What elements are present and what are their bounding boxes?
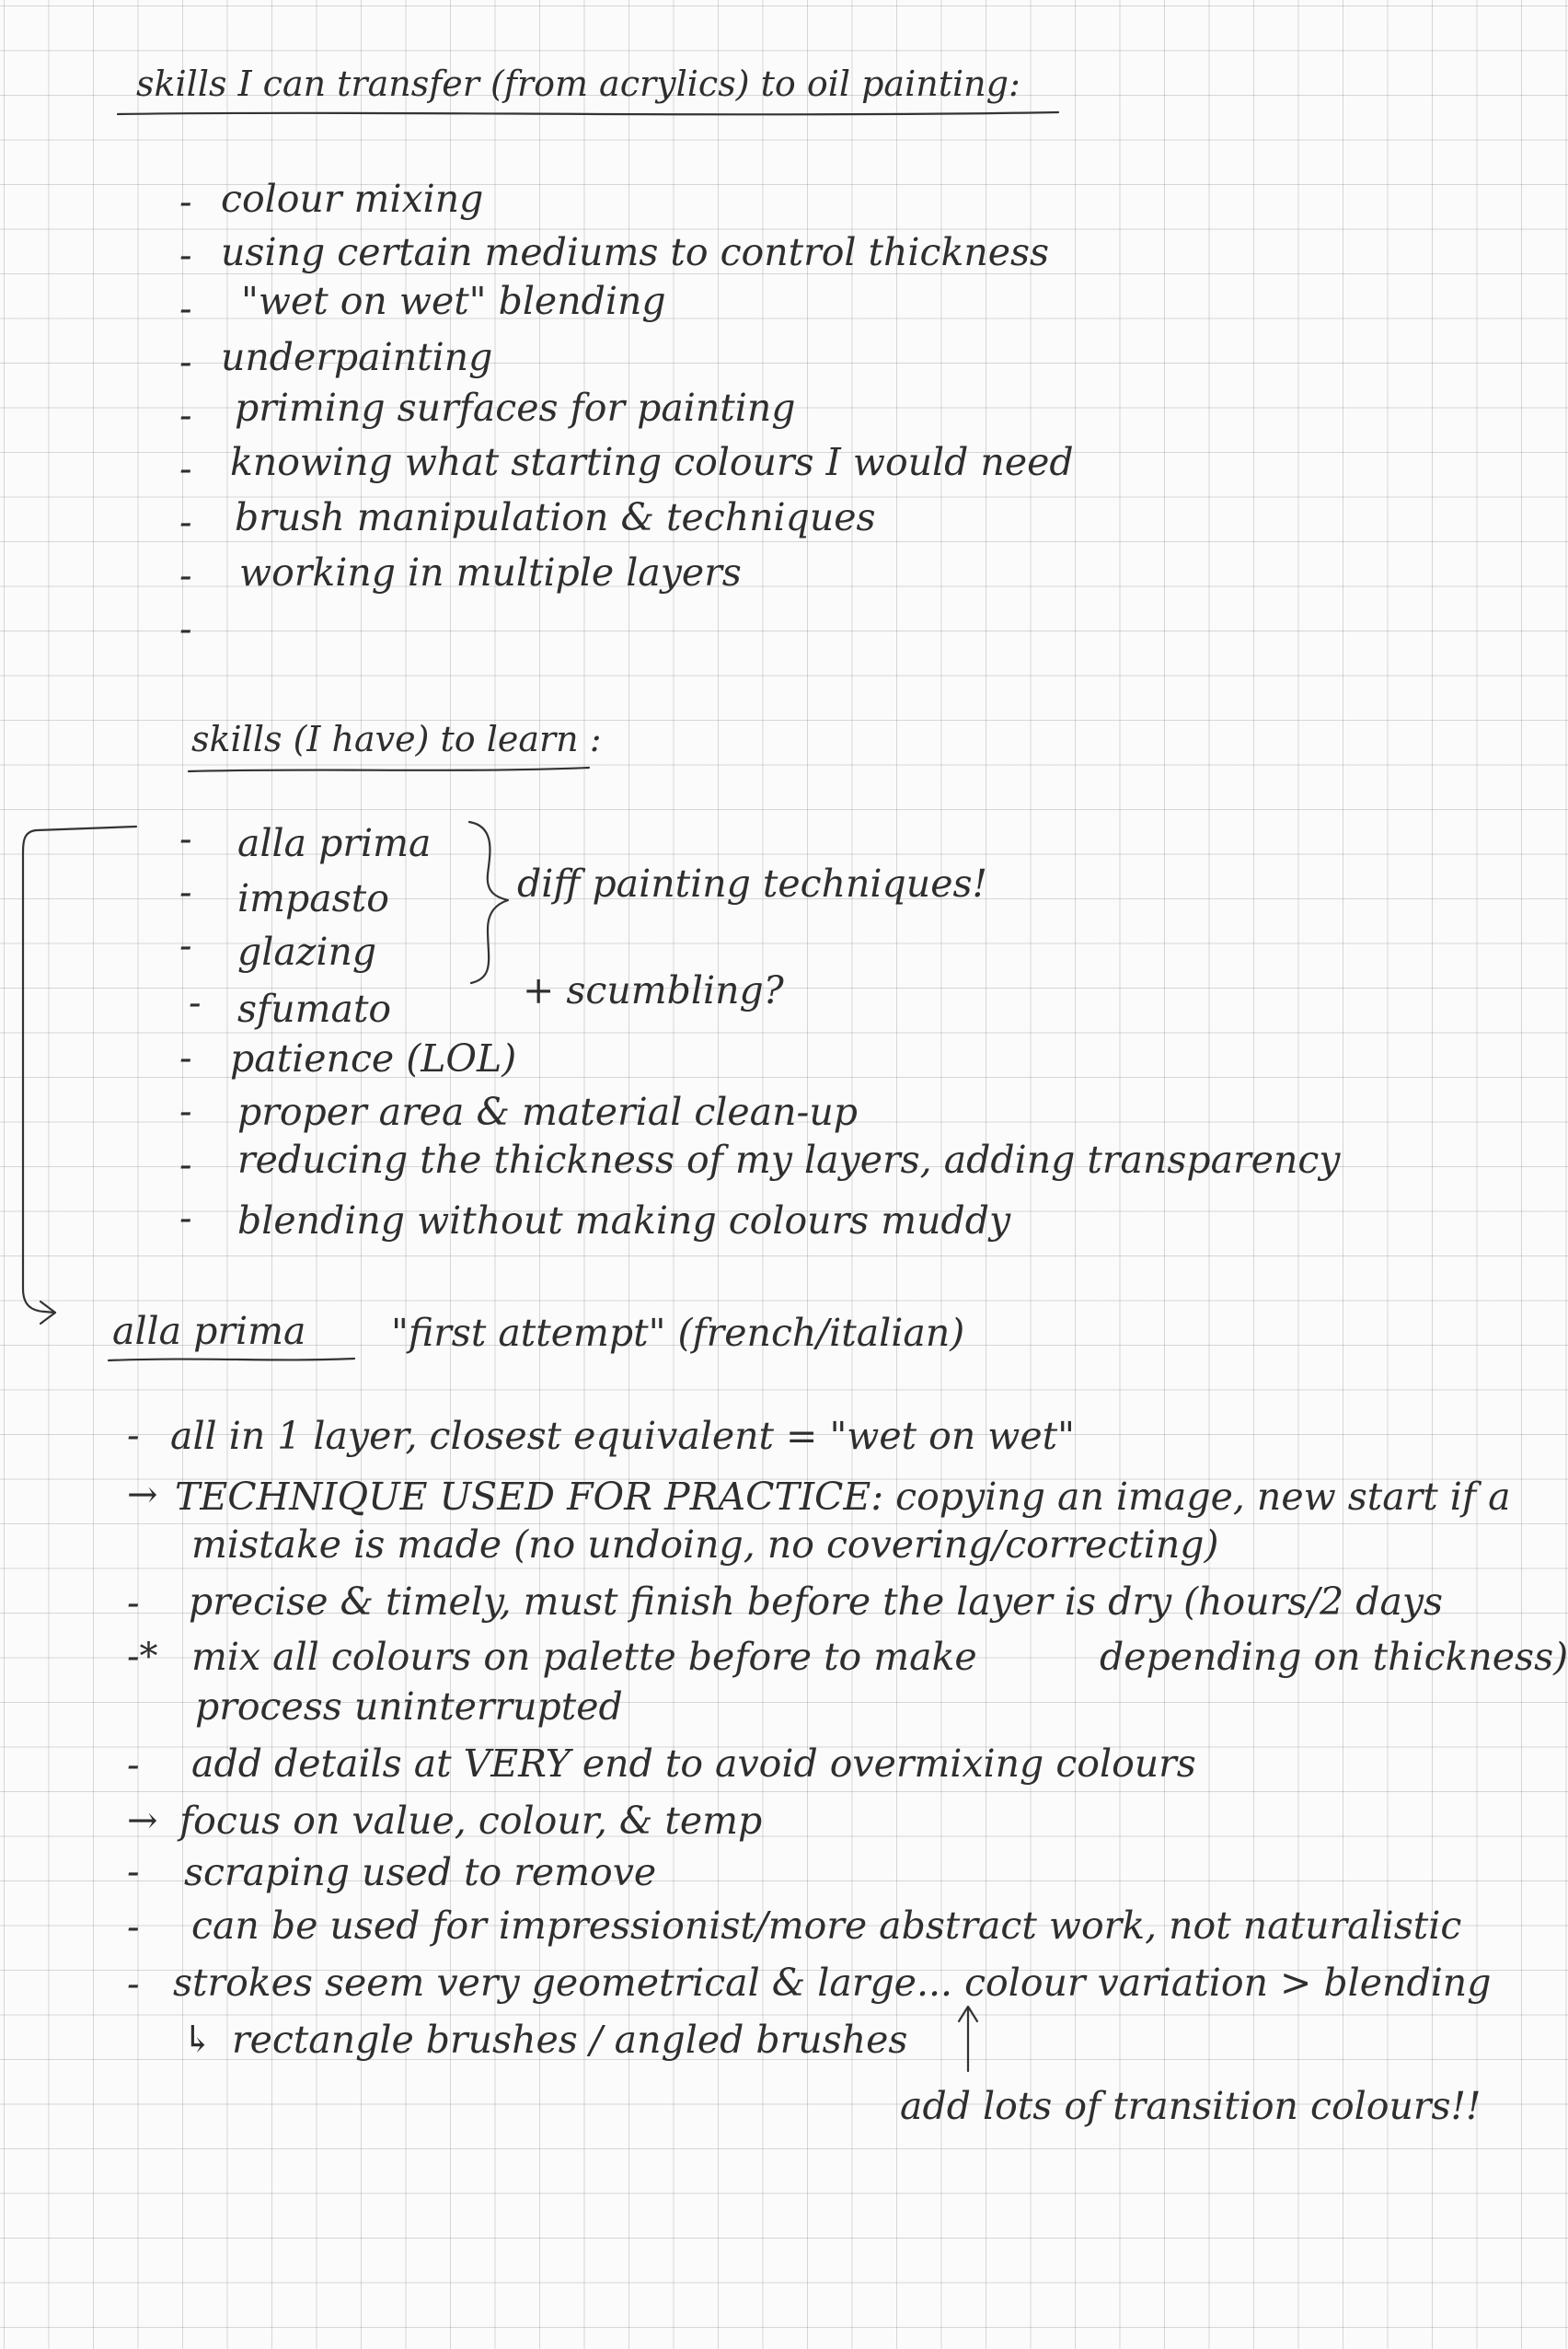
section2-item: impasto [237, 876, 389, 920]
section2-item: blending without making colours muddy [237, 1198, 1011, 1243]
bullet-dash: - [179, 818, 192, 861]
section2-item: reducing the thickness of my layers, adding transparency [237, 1138, 1341, 1182]
line-marker: - [127, 1851, 140, 1893]
section2-item: patience (LOL) [230, 1036, 517, 1081]
section1-item: priming surfaces for painting [235, 386, 796, 430]
line-marker: - [127, 1415, 140, 1457]
bullet-dash: - [179, 1091, 192, 1133]
line-marker: - [127, 1906, 140, 1949]
section1-item: colour mixing [221, 177, 484, 221]
section1-item: knowing what starting colours I would need [230, 440, 1074, 484]
line-marker: - [127, 1582, 140, 1625]
bullet-dash: - [179, 341, 192, 384]
alla-prima-line: process uninterrupted [195, 1684, 623, 1729]
alla-prima-line: focus on value, colour, & temp [179, 1799, 763, 1843]
line-marker: -* [127, 1636, 158, 1678]
section1-item: working in multiple layers [239, 550, 742, 595]
alla-prima-line: mix all colours on palette before to make [191, 1635, 977, 1679]
bullet-dash: - [179, 925, 192, 967]
section1-item: underpainting [221, 335, 493, 379]
heading-underline-3 [109, 1359, 354, 1360]
alla-prima-line: TECHNIQUE USED FOR PRACTICE: copying an image, new start if a [175, 1475, 1511, 1519]
up-arrow-icon [959, 2007, 977, 2071]
alla-prima-line: add details at VERY end to avoid overmixing colours [191, 1742, 1196, 1786]
line-marker: ↳ [182, 2019, 213, 2061]
section2-item: alla prima [237, 821, 432, 865]
line-marker: → [127, 1474, 158, 1516]
alla-prima-line: can be used for impressionist/more abstract work, not naturalistic [191, 1904, 1462, 1948]
bullet-dash: - [179, 235, 192, 277]
heading-underline-1 [118, 112, 1058, 114]
bullet-dash: - [179, 1037, 192, 1080]
line-marker: → [127, 1799, 158, 1842]
section3-subtitle: "first attempt" (french/italian) [391, 1311, 965, 1355]
bullet-dash: - [179, 1144, 192, 1186]
section1-item: brush manipulation & techniques [235, 495, 876, 539]
brace-note: diff painting techniques! [517, 862, 987, 906]
arrow-note: add lots of transition colours!! [900, 2084, 1482, 2128]
bracket-line [23, 827, 136, 1313]
section1-heading: skills I can transfer (from acrylics) to oil painting: [136, 64, 1020, 104]
bullet-dash: - [179, 555, 192, 597]
heading-underline-2 [189, 768, 589, 771]
section1-item: using certain mediums to control thickness [221, 230, 1050, 274]
alla-prima-line: all in 1 layer, closest equivalent = "wet on wet" [170, 1414, 1075, 1458]
bullet-dash: - [179, 502, 192, 544]
bullet-dash: - [179, 1198, 192, 1240]
section1-item: "wet on wet" blending [241, 279, 666, 323]
bullet-dash: - [179, 288, 192, 330]
bullet-dash: - [179, 395, 192, 437]
bullet-dash: - [179, 181, 192, 224]
bullet-dash: - [179, 872, 192, 914]
alla-prima-line: strokes seem very geometrical & large... colour variation > blending [173, 1961, 1492, 2005]
extra-note: + scumbling? [523, 968, 784, 1012]
section2-item: glazing [237, 930, 377, 974]
alla-prima-line: scraping used to remove [184, 1850, 657, 1894]
bullet-dash: - [179, 448, 192, 491]
section2-item: proper area & material clean-up [237, 1090, 859, 1134]
section3-heading: alla prima [112, 1309, 306, 1353]
line-marker: - [127, 1963, 140, 2006]
alla-prima-line: rectangle brushes / angled brushes [232, 2018, 908, 2062]
brace-icon [469, 822, 508, 983]
bullet-dash: - [189, 982, 202, 1024]
alla-prima-line: precise & timely, must finish before the layer is dry (hours/2 days [189, 1580, 1444, 1624]
section2-heading: skills (I have) to learn : [191, 719, 602, 759]
bullet-dash: - [179, 608, 192, 651]
line-marker: - [127, 1744, 140, 1787]
side-note: depending on thickness) [1100, 1635, 1568, 1679]
alla-prima-line: mistake is made (no undoing, no covering/correcting) [191, 1522, 1219, 1567]
section2-item: sfumato [237, 987, 392, 1031]
